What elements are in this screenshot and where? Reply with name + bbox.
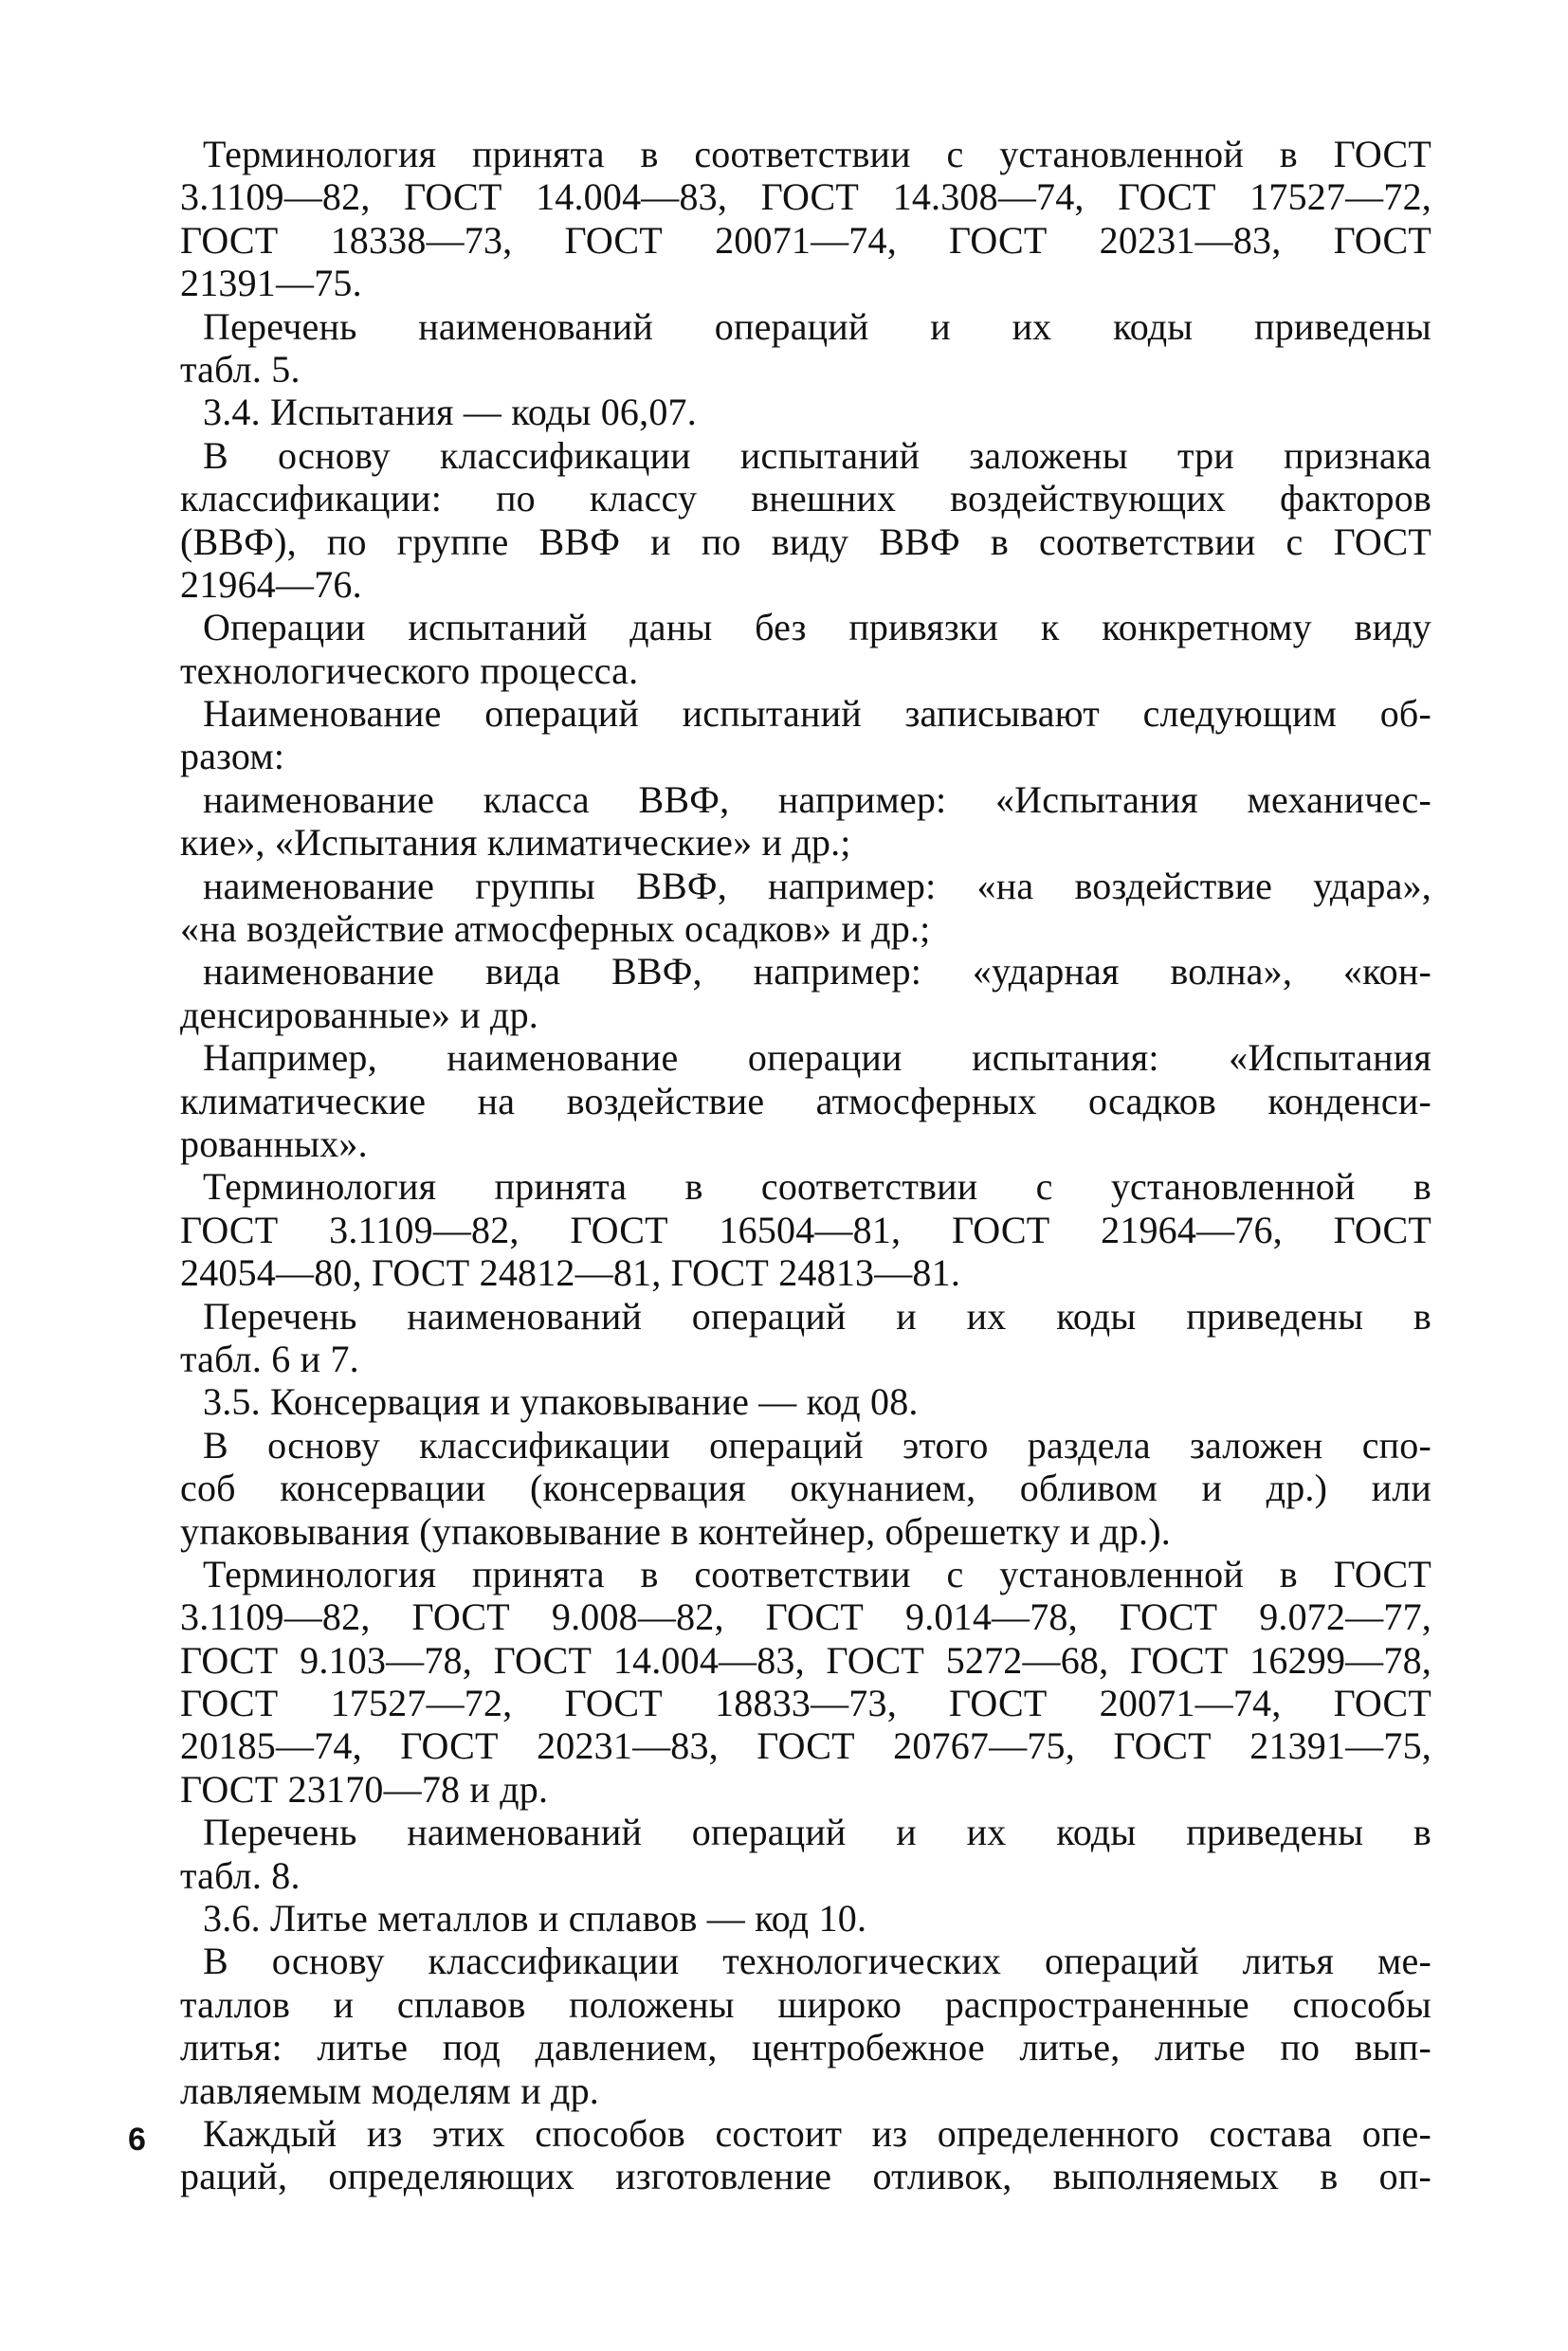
text-line: В основу классификации операций этого раздела заложен спо- (203, 1423, 1431, 1467)
text-line: технологического процесса. (180, 648, 639, 692)
text-line: Операции испытаний даны без привязки к конкретному виду (203, 606, 1431, 649)
text-line: 21964—76. (180, 562, 362, 606)
text-line: классификации: по классу внешних воздействующих факторов (180, 477, 1431, 520)
text-line: Терминология принята в соответствии с установленной в ГОСТ (203, 1552, 1431, 1595)
text-line: 3.6. Литье металлов и сплавов — код 10. (203, 1897, 867, 1941)
text-line: ГОСТ 23170—78 и др. (180, 1767, 549, 1811)
text-line: Перечень наименований операций и их коды приведены в (203, 1811, 1431, 1854)
text-line: денсированные» и др. (180, 993, 538, 1036)
text-line: кие», «Испытания климатические» и др.; (180, 821, 851, 865)
document-page (180, 133, 1431, 2256)
text-line: Наименование операций испытаний записывают следующим об- (203, 692, 1431, 736)
text-line: наименование класса ВВФ, например: «Испытания механичес- (203, 777, 1431, 821)
text-line: 24054—80, ГОСТ 24812—81, ГОСТ 24813—81. (180, 1251, 961, 1295)
text-line: В основу классификации испытаний заложены три признака (203, 433, 1431, 477)
text-line: соб консервации (консервация окунанием, обливом и др.) или (180, 1467, 1431, 1510)
text-line: 20185—74, ГОСТ 20231—83, ГОСТ 20767—75, ГОСТ 21391—75, (180, 1724, 1431, 1768)
text-line: таллов и сплавов положены широко распространенные способы (180, 1982, 1431, 2026)
text-line: рованных». (180, 1121, 368, 1165)
text-line: (ВВФ), по группе ВВФ и по виду ВВФ в соответствии с ГОСТ (180, 519, 1431, 563)
body-text (180, 133, 1431, 2198)
text-line: наименование вида ВВФ, например: «ударная волна», «кон- (203, 950, 1431, 993)
text-line: Перечень наименований операций и их коды приведены (203, 304, 1431, 348)
text-line: 3.5. Консервация и упаковывание — код 08. (203, 1380, 919, 1424)
text-line: табл. 5. (180, 347, 301, 391)
text-line: Например, наименование операции испытания: «Испытания (203, 1036, 1431, 1080)
text-line: 3.4. Испытания — коды 06,07. (203, 391, 697, 434)
text-line: Терминология принята в соответствии с установленной в ГОСТ (203, 133, 1431, 175)
text-line: наименование группы ВВФ, например: «на воздействие удара», (203, 864, 1431, 907)
text-line: ГОСТ 9.103—78, ГОСТ 14.004—83, ГОСТ 5272—68, ГОСТ 16299—78, (180, 1638, 1431, 1682)
text-line: табл. 6 и 7. (180, 1337, 359, 1380)
text-line: раций, определяющих изготовление отливок, выполняемых в оп- (180, 2155, 1431, 2198)
text-line: В основу классификации технологических операций литья ме- (203, 1940, 1431, 1983)
text-line: «на воздействие атмосферных осадков» и др.; (180, 907, 931, 951)
text-line: 21391—75. (180, 262, 362, 305)
text-line: Терминология принята в соответствии с установленной в (203, 1165, 1431, 1209)
text-line: лавляемым моделям и др. (180, 2069, 599, 2112)
text-line: табл. 8. (180, 1853, 301, 1897)
text-line: Каждый из этих способов состоит из определенного состава опе- (203, 2111, 1431, 2155)
text-line: разом: (180, 735, 285, 778)
text-line: климатические на воздействие атмосферных осадков конденси- (180, 1079, 1431, 1122)
text-line: ГОСТ 17527—72, ГОСТ 18833—73, ГОСТ 20071—74, ГОСТ (180, 1682, 1431, 1725)
text-line: Перечень наименований операций и их коды приведены в (203, 1294, 1431, 1338)
text-line: ГОСТ 3.1109—82, ГОСТ 16504—81, ГОСТ 21964—76, ГОСТ (180, 1208, 1431, 1251)
page-number: 6 (128, 2122, 146, 2158)
text-line: литья: литье под давлением, центробежное литье, литье по вып- (180, 2026, 1431, 2069)
text-line: 3.1109—82, ГОСТ 9.008—82, ГОСТ 9.014—78, ГОСТ 9.072—77, (180, 1595, 1431, 1639)
text-line: 3.1109—82, ГОСТ 14.004—83, ГОСТ 14.308—74, ГОСТ 17527—72, (180, 175, 1431, 219)
text-line: ГОСТ 18338—73, ГОСТ 20071—74, ГОСТ 20231—83, ГОСТ (180, 218, 1431, 262)
text-line: упаковывания (упаковывание в контейнер, обрешетку и др.). (180, 1509, 1171, 1553)
